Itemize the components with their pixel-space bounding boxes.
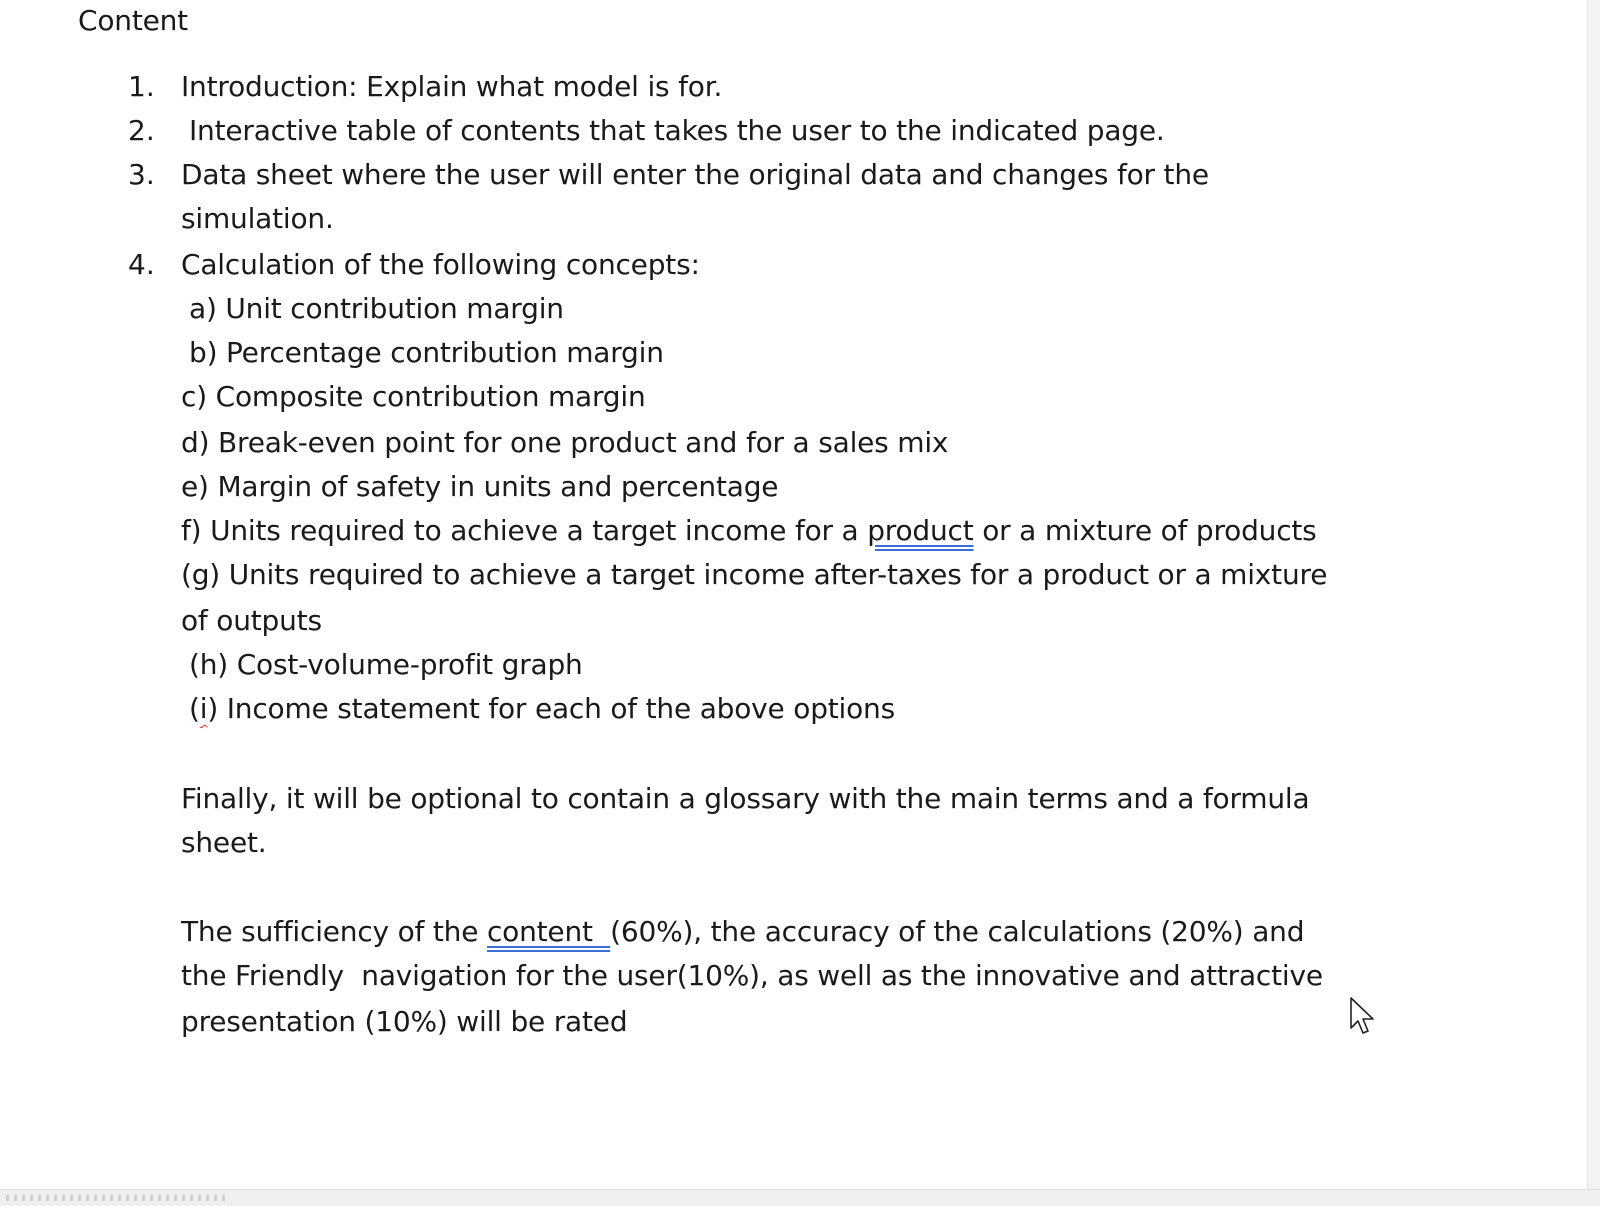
spelling-flag[interactable]: i <box>199 692 208 725</box>
subitem-i-text: ) Income statement for each of the above options <box>207 692 895 725</box>
paragraph-rating-line1 <box>181 915 1304 949</box>
list-item-data-sheet-line2: simulation. <box>181 202 334 235</box>
subitem-h: (h) Cost-volume-profit graph <box>189 648 583 681</box>
product-link[interactable]: product <box>867 514 974 547</box>
subitem-d: d) Break-even point for one product and for a sales mix <box>181 426 949 459</box>
rating-line1-start: The sufficiency of the <box>181 915 487 948</box>
subitem-g-line2: of outputs <box>181 604 322 637</box>
list-number-2: 2. <box>128 114 155 147</box>
paragraph-rating-line3: presentation (10%) will be rated <box>181 1005 628 1038</box>
list-item-table-of-contents: Interactive table of contents that takes the user to the indicated page. <box>189 114 1165 147</box>
list-number-4: 4. <box>128 248 155 281</box>
list-item-introduction: Introduction: Explain what model is for. <box>181 70 723 103</box>
mouse-pointer-icon <box>1349 996 1377 1038</box>
subitem-a: a) Unit contribution margin <box>189 292 564 325</box>
status-bar-text-fragment <box>6 1195 226 1201</box>
paragraph-rating-line2: the Friendly navigation for the user(10%), as well as the innovative and attractive <box>181 959 1323 992</box>
subitem-f-start: f) Units required to achieve a target income for a <box>181 514 868 547</box>
subitem-i-open: ( <box>189 692 200 725</box>
list-item-data-sheet-line1: Data sheet where the user will enter the original data and changes for the <box>181 158 1209 191</box>
list-number-3: 3. <box>128 158 155 191</box>
list-number-1: 1. <box>128 70 155 103</box>
subitem-i <box>189 692 895 726</box>
rating-line1-end: (60%), the accuracy of the calculations (20%) and <box>610 915 1305 948</box>
vertical-scrollbar[interactable] <box>1587 0 1600 1190</box>
content-heading: Content <box>78 4 188 37</box>
paragraph-glossary-line2: sheet. <box>181 826 267 859</box>
subitem-e: e) Margin of safety in units and percentage <box>181 470 779 503</box>
subitem-f-end: or a mixture of products <box>973 514 1317 547</box>
list-item-calculation: Calculation of the following concepts: <box>181 248 700 281</box>
subitem-b: b) Percentage contribution margin <box>189 336 664 369</box>
paragraph-glossary-line1: Finally, it will be optional to contain a glossary with the main terms and a formula <box>181 782 1310 815</box>
subitem-f <box>181 514 1317 548</box>
status-bar <box>0 1189 1600 1206</box>
subitem-c: c) Composite contribution margin <box>181 380 646 413</box>
content-link[interactable]: content <box>486 915 611 948</box>
subitem-g-line1: (g) Units required to achieve a target income after-taxes for a product or a mixture <box>181 558 1328 591</box>
